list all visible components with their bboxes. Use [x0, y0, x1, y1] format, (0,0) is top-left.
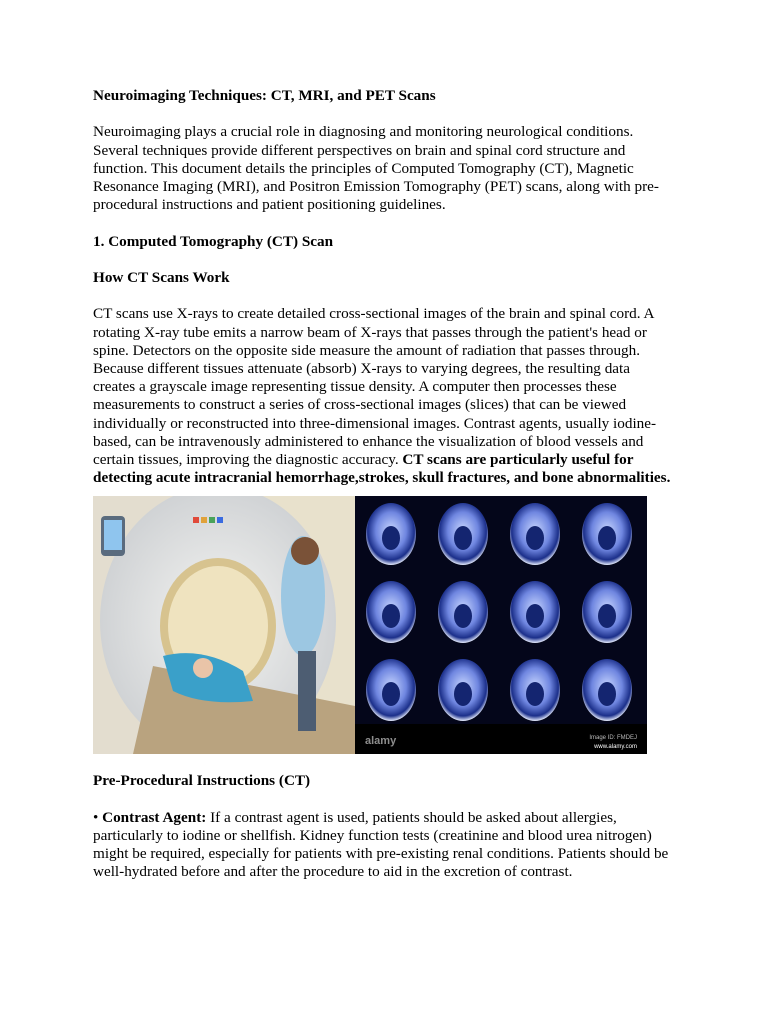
- ct-scanner-illustration: [93, 496, 355, 754]
- intro-paragraph: Neuroimaging plays a crucial role in diagnosing and monitoring neurological conditions. Several techniques provide different perspectives on brain and spinal cord structure and function. This document details the principles of Computed Tomography (CT), Magnetic Resonance Imaging (MRI), and Positron Emission Tomography (PET) scans, along with pre-procedural instructions and patient positioning guidelines.: [93, 123, 659, 214]
- ct-figure: [93, 496, 647, 754]
- brain-slice-ventricle: [382, 682, 400, 706]
- how-ct-works-text: CT scans use X-rays to create detailed cross-sectional images of the brain and spinal cord. A rotating X-ray tube emits a narrow beam of X-rays that passes through the patient's head or spine. Detectors on the opposite side measure the amount of radiation that passes through. Because different tissues attenuate (absorb) X-rays to varying degrees, the resulting data creates a grayscale image representing tissue density. A computer then processes these measurements to construct a series of cross-sectional images (slices) that can be viewed individually or reconstructed into three-dimensional images. Contrast agents, usually iodine-based, can be intravenously administered to enhance the visualization of blood vessels and certain tissues, improving the diagnostic accuracy.: [93, 305, 657, 468]
- alamy-watermark: alamy: [365, 735, 397, 748]
- bullet-label: Contrast Agent:: [102, 808, 207, 826]
- bullet-contrast-agent: [93, 809, 675, 882]
- brain-slice-ventricle: [382, 604, 400, 628]
- ct-scanner-photo: [93, 496, 355, 754]
- brain-slices-grid: [355, 496, 647, 754]
- document-page: [93, 87, 675, 882]
- brain-slice-ventricle: [526, 526, 544, 550]
- brain-slice-ventricle: [598, 682, 616, 706]
- how-ct-works-bold-text: CT scans are particularly useful for detecting acute intracranial hemorrhage,strokes, skull fractures, and bone abnormalities.: [93, 451, 671, 487]
- how-ct-works-paragraph: [93, 305, 675, 487]
- brain-slice-ventricle: [598, 604, 616, 628]
- image-id-text: Image ID: FMDEJ: [589, 735, 637, 742]
- brain-slice-ventricle: [598, 526, 616, 550]
- section-heading-ct: 1. Computed Tomography (CT) Scan: [93, 232, 334, 250]
- ct-brain-slices-photo: [355, 496, 647, 754]
- brain-slice-ventricle: [526, 682, 544, 706]
- alamy-url-text: www.alamy.com: [594, 744, 637, 751]
- document-title: Neuroimaging Techniques: CT, MRI, and PET Scans: [93, 87, 436, 104]
- pre-procedural-heading: Pre-Procedural Instructions (CT): [93, 772, 311, 790]
- brain-slice-ventricle: [454, 526, 472, 550]
- bullet-text: If a contrast agent is used, patients should be asked about allergies, particularly to iodine or shellfish. Kidney function tests (creatinine and blood urea nitrogen) might be required, especially for patients with pre-existing renal conditions. Patients should be well-hydrated before and after the procedure to aid in the excretion of contrast.: [93, 808, 669, 881]
- brain-slice-ventricle: [382, 526, 400, 550]
- brain-slice-ventricle: [454, 682, 472, 706]
- bullet-marker: •: [93, 808, 99, 826]
- brain-slice-ventricle: [526, 604, 544, 628]
- subsection-heading-how-ct-works: How CT Scans Work: [93, 268, 230, 286]
- brain-slice-ventricle: [454, 604, 472, 628]
